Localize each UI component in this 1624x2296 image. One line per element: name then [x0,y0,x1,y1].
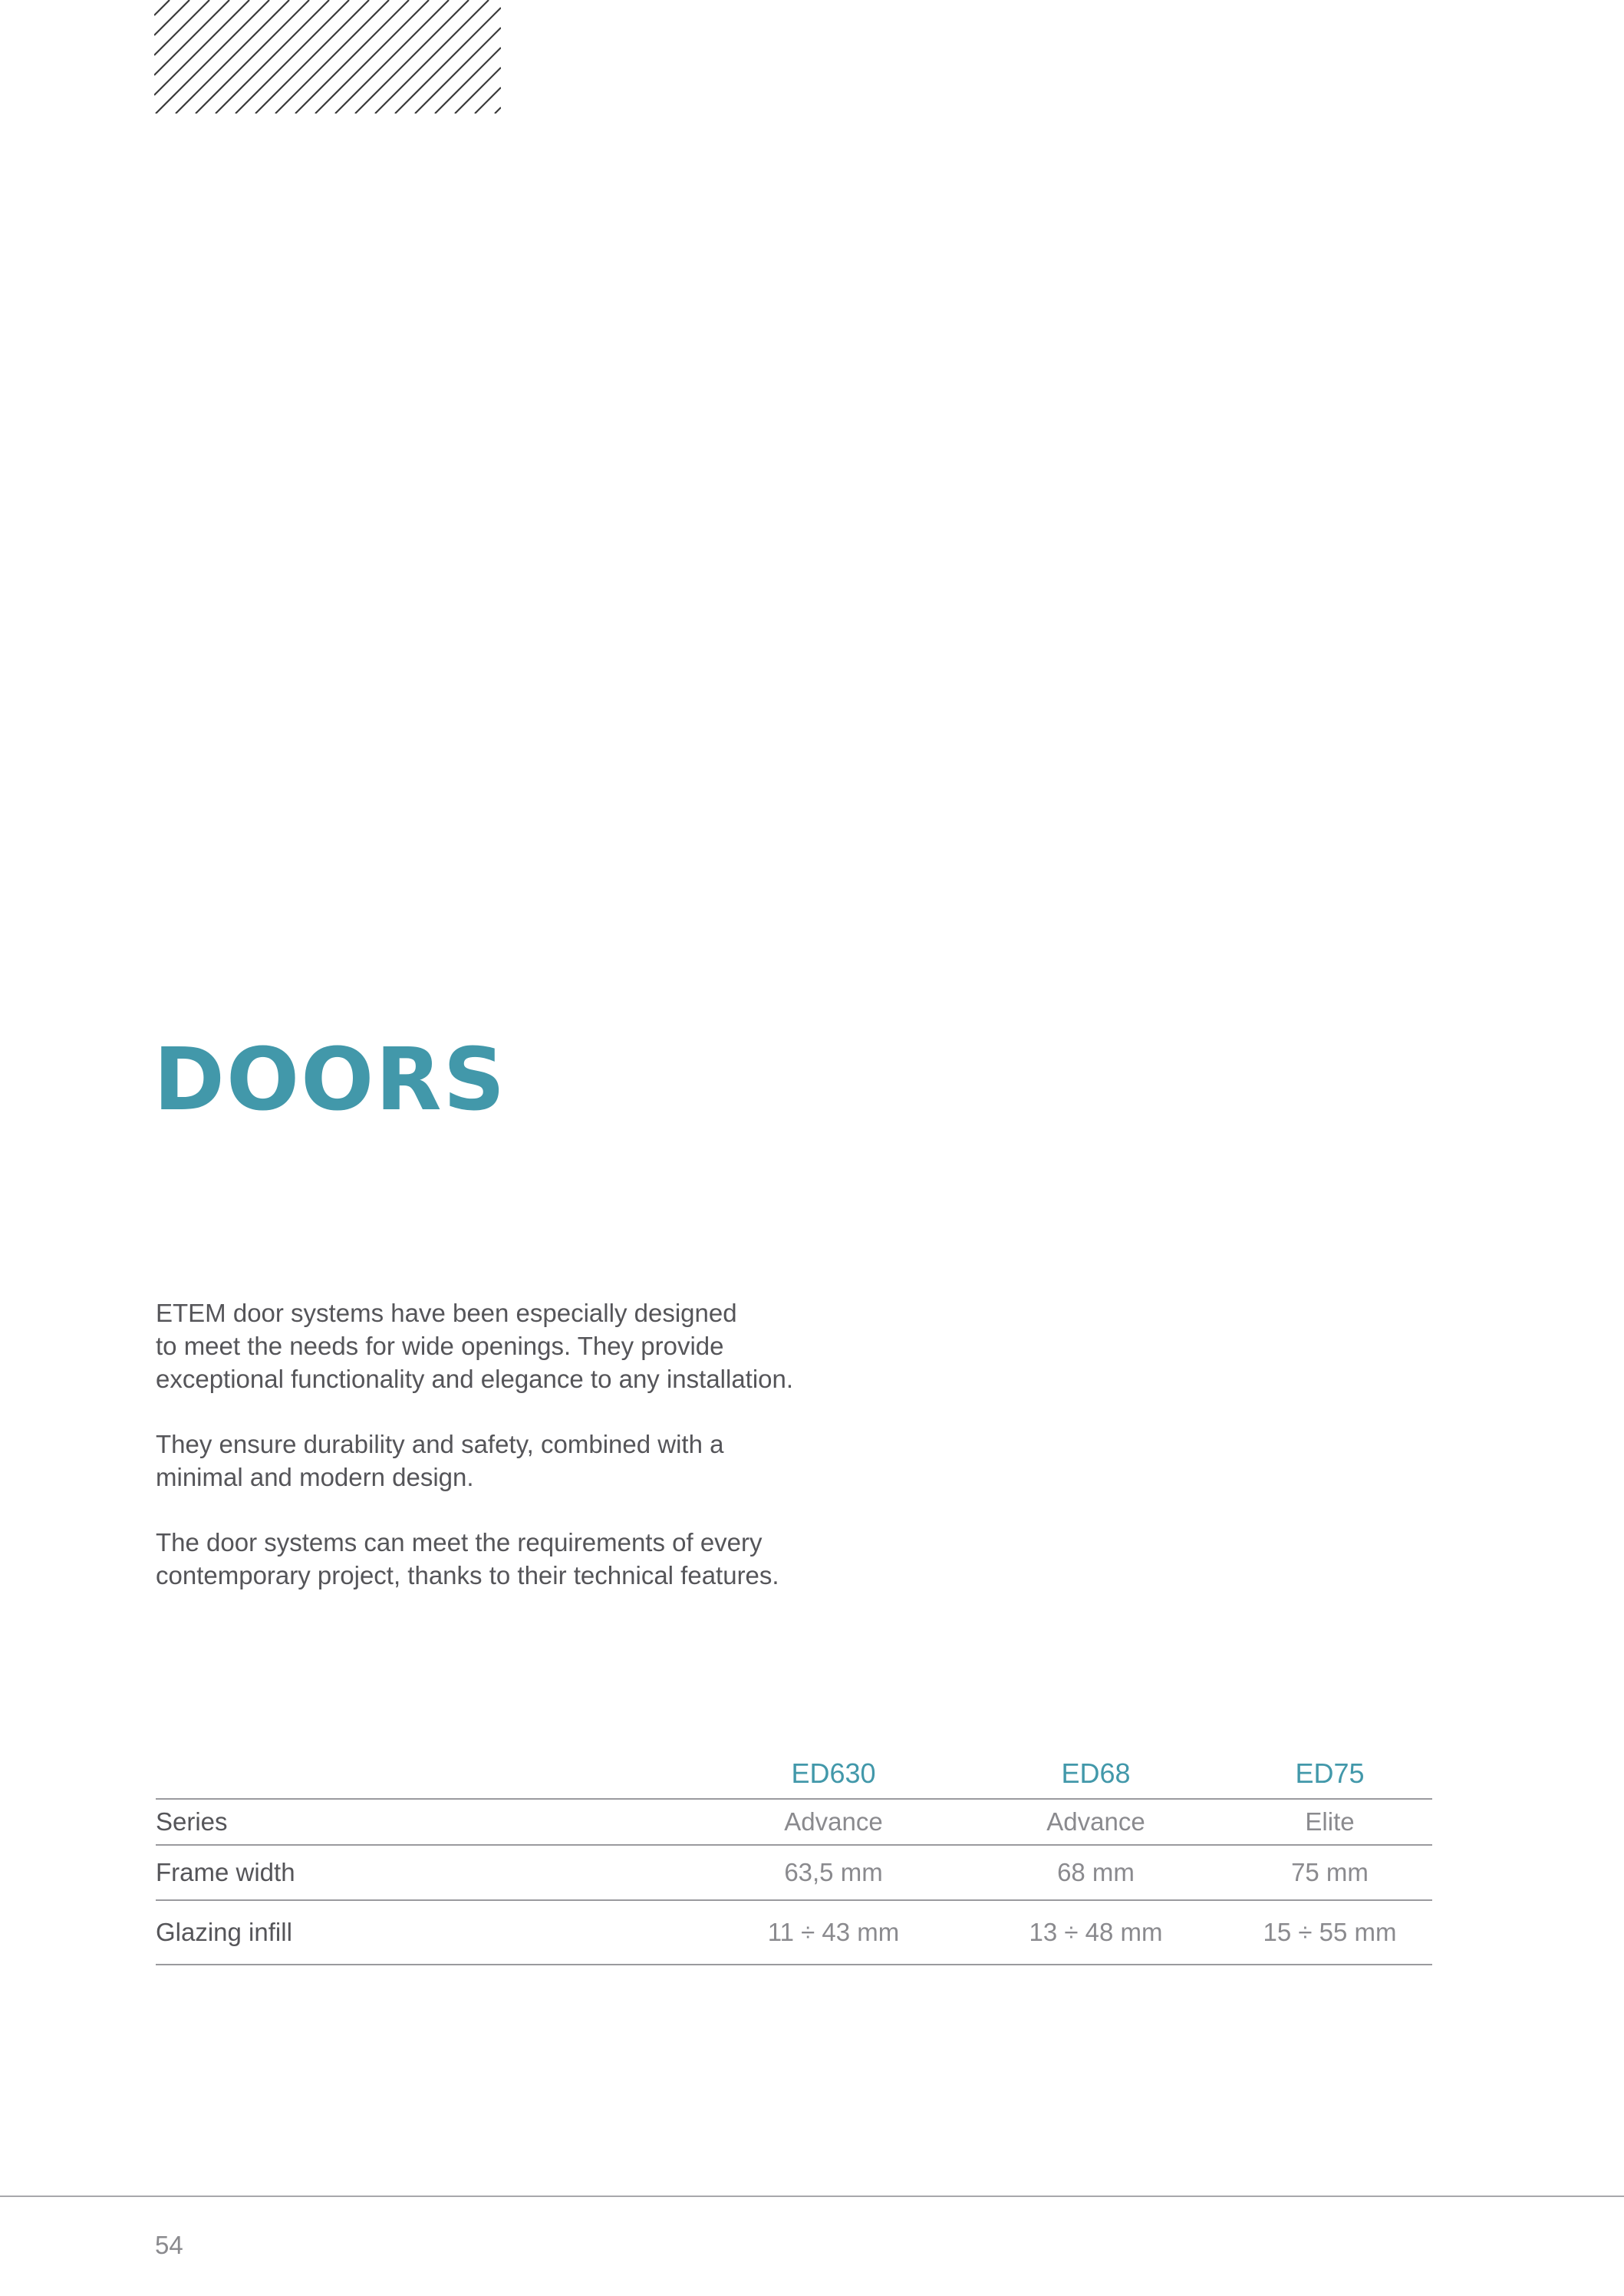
table-row-glazing-infill [156,1900,1432,1965]
row-label: Series [156,1799,703,1845]
hatch-pattern-decoration [154,0,501,114]
table-cell: Elite [1227,1799,1432,1845]
intro-text [156,1296,846,1624]
footer-divider [0,2196,1624,2197]
column-header-ed75: ED75 [1227,1749,1432,1799]
specs-table [156,1749,1432,1965]
column-header-ed68: ED68 [964,1749,1227,1799]
table-cell: Advance [964,1799,1227,1845]
intro-paragraph: ETEM door systems have been especially designed to meet the needs for wide openings. They provide exceptional functionality and elegance to any installation. [156,1299,794,1393]
page-title: DOORS [153,1030,507,1130]
table-cell: Advance [703,1799,964,1845]
column-header [156,1749,703,1799]
table-cell: 11 ÷ 43 mm [703,1900,964,1965]
table-cell: 63,5 mm [703,1845,964,1900]
table-cell: 75 mm [1227,1845,1432,1900]
table-cell: 68 mm [964,1845,1227,1900]
row-label: Frame width [156,1845,703,1900]
table-cell: 15 ÷ 55 mm [1227,1900,1432,1965]
table-cell: 13 ÷ 48 mm [964,1900,1227,1965]
column-header-ed630: ED630 [703,1749,964,1799]
table-row-frame-width [156,1845,1432,1900]
diagonal-hatch-pattern-icon [154,0,501,114]
page-number: 54 [155,2231,183,2259]
intro-paragraph: The door systems can meet the requirements of every contemporary project, thanks to their technical features. [156,1528,779,1589]
intro-paragraph: They ensure durability and safety, combined with a minimal and modern design. [156,1430,724,1491]
row-label: Glazing infill [156,1900,703,1965]
table-row-series [156,1799,1432,1845]
table-header-row [156,1749,1432,1799]
